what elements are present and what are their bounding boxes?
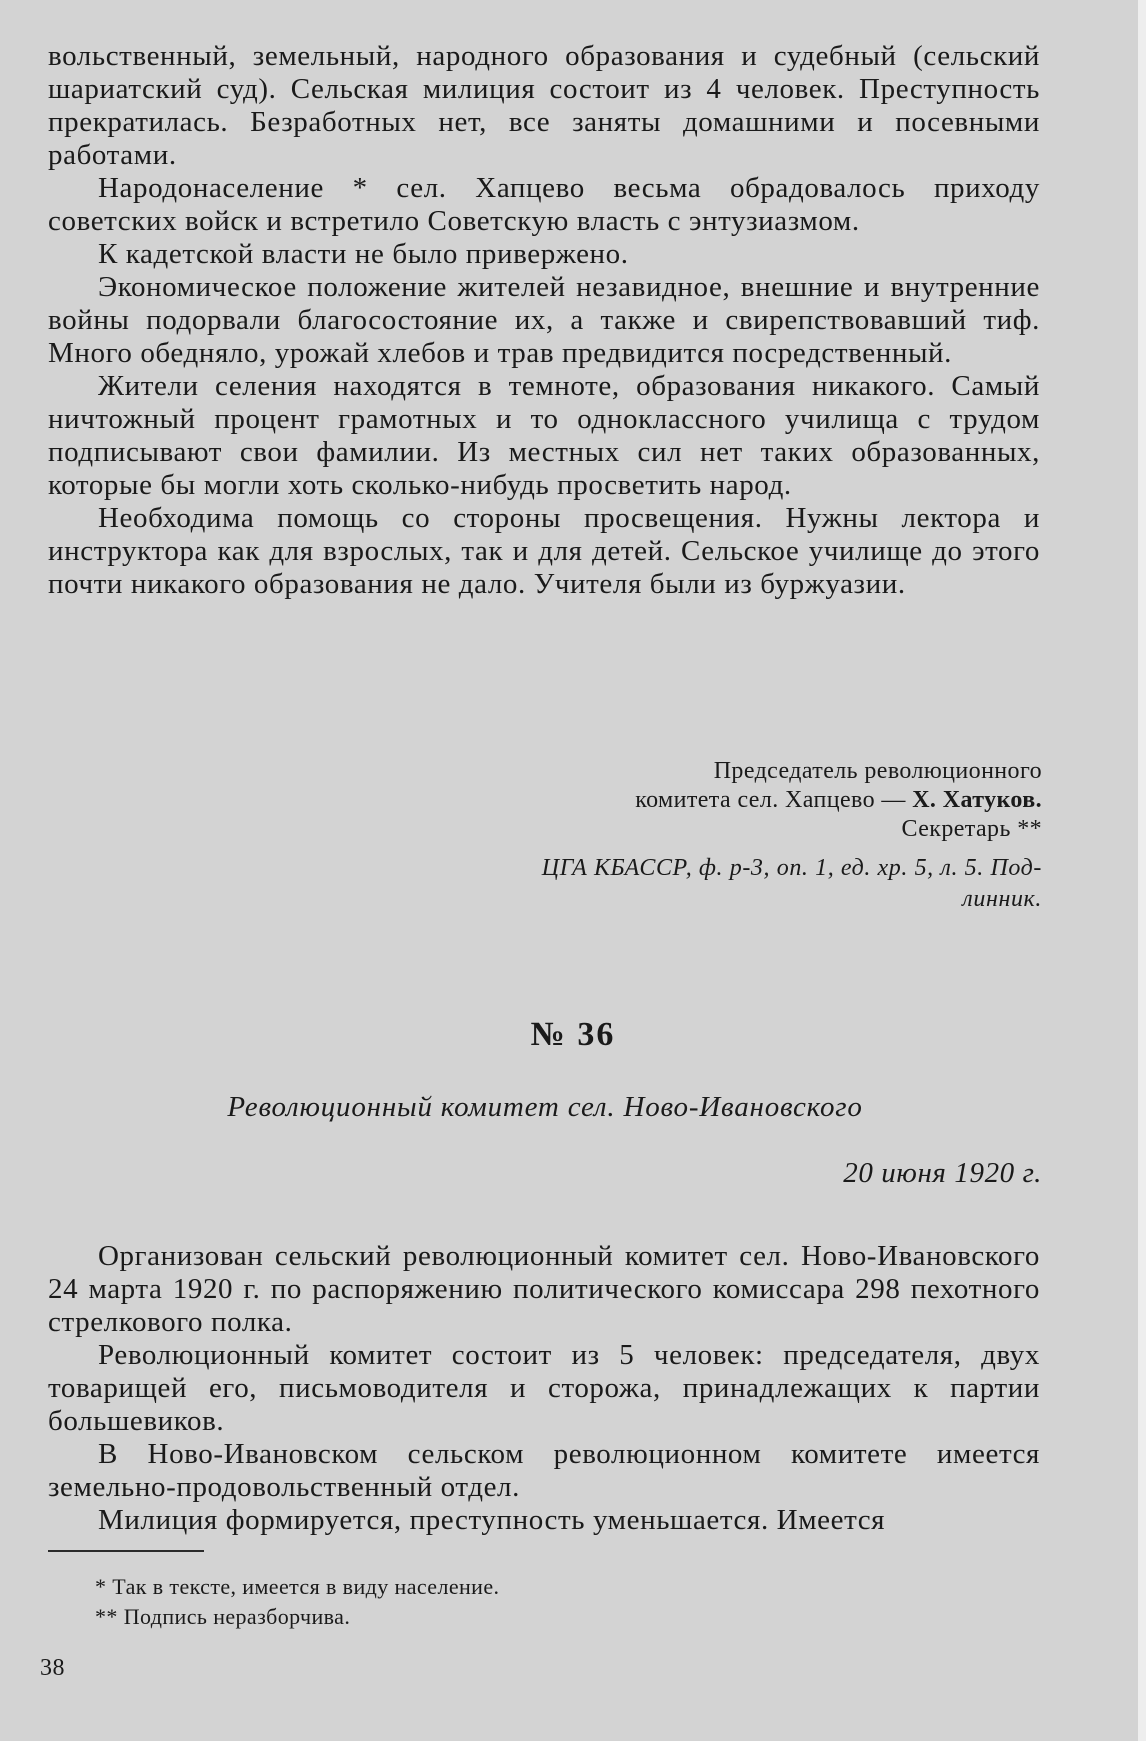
paragraph: Необходима помощь со стороны просвещения. Нужны лектора и инструктора как для взрослых, так и для детей. Сельское училище до этого почти никакого образования не дало. Учителя были из буржуазии. bbox=[48, 502, 1040, 600]
paragraph: Революционный комитет состоит из 5 человек: председателя, двух товарищей его, письмоводителя и сторожа, принадлежащих к партии большевиков. bbox=[48, 1339, 1040, 1437]
paragraph: Народонаселение * сел. Хапцево весьма обрадовалось приходу советских войск и встретило Советскую власть с энтузиазмом. bbox=[48, 172, 1040, 237]
signature-block bbox=[635, 757, 1042, 844]
paragraph: В Ново-Ивановском сельском революционном комитете имеется земельно-продовольственный отдел. bbox=[48, 1438, 1040, 1503]
footnote-divider bbox=[48, 1550, 204, 1552]
document-date: 20 июня 1920 г. bbox=[843, 1157, 1042, 1189]
paragraph: вольственный, земельный, народного образования и судебный (сельский шариатский суд). Сельская милиция состоит из 4 человек. Преступность прекратилась. Безработных нет, все заняты домашними и посевными работами. bbox=[48, 40, 1040, 171]
source-line: линник. bbox=[962, 886, 1042, 912]
signatory-name: Х. Хатуков. bbox=[912, 787, 1042, 813]
paragraph: К кадетской власти не было привержено. bbox=[98, 238, 629, 270]
signature-line: Председатель революционного bbox=[713, 758, 1042, 784]
document-title: Революционный комитет сел. Ново-Ивановского bbox=[227, 1091, 863, 1123]
page-number: 38 bbox=[40, 1655, 65, 1681]
signature-prefix: комитета сел. Хапцево — bbox=[635, 787, 913, 813]
paragraph: Экономическое положение жителей незавидное, внешние и внутренние войны подорвали благосостояние их, а также и свирепствовавший тиф. Много обедняло, урожай хлебов и трав предвидится посредственный. bbox=[48, 271, 1040, 369]
source-line: ЦГА КБАССР, ф. р-3, оп. 1, ед. хр. 5, л. 5. Под- bbox=[541, 855, 1042, 881]
document-text bbox=[48, 1240, 1040, 1537]
document-number: № 36 bbox=[530, 1016, 616, 1053]
page-edge bbox=[1138, 0, 1146, 1741]
footnote: * Так в тексте, имеется в виду население. bbox=[95, 1574, 500, 1599]
footnote: ** Подпись неразборчива. bbox=[95, 1604, 351, 1629]
footnotes bbox=[95, 1572, 499, 1632]
continued-text bbox=[48, 40, 1040, 601]
signature-line bbox=[635, 786, 1042, 815]
paragraph: Организован сельский революционный комитет сел. Ново-Ивановского 24 марта 1920 г. по распоряжению политического комиссара 298 пехотного стрелкового полка. bbox=[48, 1240, 1040, 1338]
signature-line: Секретарь ** bbox=[901, 816, 1042, 842]
paragraph: Жители селения находятся в темноте, образования никакого. Самый ничтожный процент грамотных и то одноклассного училища с трудом подписывают свои фамилии. Из местных сил нет таких образованных, которые бы могли хоть сколько-нибудь просветить народ. bbox=[48, 370, 1040, 501]
archive-source bbox=[342, 853, 1042, 915]
paragraph: Милиция формируется, преступность уменьшается. Имеется bbox=[98, 1504, 886, 1536]
